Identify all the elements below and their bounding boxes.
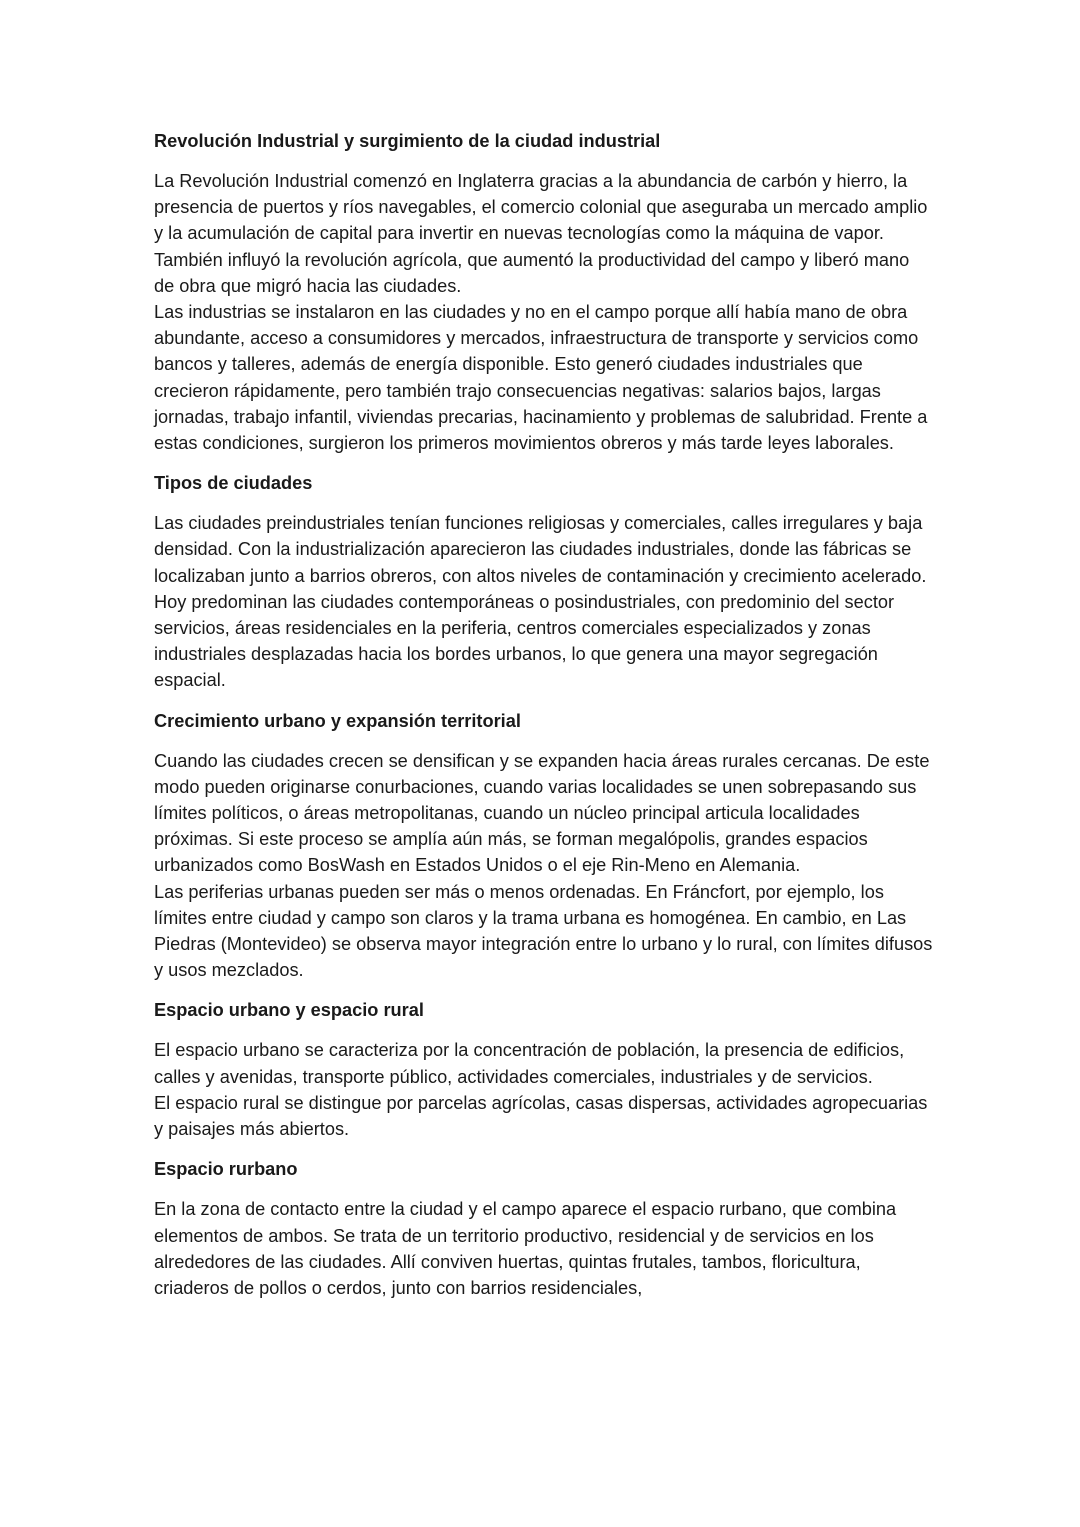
section-revolucion-industrial: [154, 128, 934, 456]
paragraph: Las ciudades preindustriales tenían funciones religiosas y comerciales, calles irregulares y baja densidad. Con la industrialización aparecieron las ciudades industriales, donde las fábricas se localizaban junto a barrios obreros, con altos niveles de contaminación y crecimiento acelerado. Hoy predominan las ciudades contemporáneas o posindustriales, con predominio del sector servicios, áreas residenciales en la periferia, centros comerciales especializados y zonas industriales desplazadas hacia los bordes urbanos, lo que genera una mayor segregación espacial.: [154, 513, 927, 691]
section-crecimiento-urbano: [154, 708, 934, 984]
section-espacio-urbano-rural: [154, 997, 934, 1142]
section-heading: Revolución Industrial y surgimiento de la ciudad industrial: [154, 131, 661, 151]
section-heading: Espacio urbano y espacio rural: [154, 1000, 424, 1021]
paragraph: En la zona de contacto entre la ciudad y el campo aparece el espacio rurbano, que combina elementos de ambos. Se trata de un territorio productivo, residencial y de servicios en los alrededores de las ciudades. Allí conviven huertas, quintas frutales, tambos, floricultura, criaderos de pollos o cerdos, junto con barrios residenciales,: [154, 1199, 897, 1298]
paragraph: El espacio rural se distingue por parcelas agrícolas, casas dispersas, actividades agropecuarias y paisajes más abiertos.: [154, 1092, 928, 1140]
paragraph: Las industrias se instalaron en las ciudades y no en el campo porque allí había mano de obra abundante, acceso a consumidores y mercados, infraestructura de transporte y servicios como bancos y talleres, además de energía disponible. Esto generó ciudades industriales que crecieron rápidamente, pero también trajo consecuencias negativas: salarios bajos, largas jornadas, trabajo infantil, viviendas precarias, hacinamiento y problemas de salubridad. Frente a estas condiciones, surgieron los primeros movimientos obreros y más tarde leyes laborales.: [154, 302, 928, 454]
section-espacio-rurbano: [154, 1156, 934, 1301]
section-tipos-de-ciudades: [154, 470, 934, 693]
section-heading: Tipos de ciudades: [154, 473, 313, 494]
paragraph: Las periferias urbanas pueden ser más o menos ordenadas. En Fráncfort, por ejemplo, los límites entre ciudad y campo son claros y la trama urbana es homogénea. En cambio, en Las Piedras (Montevideo) se observa mayor integración entre lo urbano y lo rural, con límites difusos y usos mezclados.: [154, 881, 933, 981]
document-page: [154, 128, 934, 1301]
paragraph: El espacio urbano se caracteriza por la concentración de población, la presencia de edificios, calles y avenidas, transporte público, actividades comerciales, industriales y de servicios.: [154, 1040, 905, 1087]
section-heading: Crecimiento urbano y expansión territorial: [154, 710, 521, 731]
paragraph: Cuando las ciudades crecen se densifican y se expanden hacia áreas rurales cercanas. De este modo pueden originarse conurbaciones, cuando varias localidades se unen sobrepasando sus límites políticos, o áreas metropolitanas, cuando un núcleo principal articula localidades próximas. Si este proceso se amplía aún más, se forman megalópolis, grandes espacios urbanizados como BosWash en Estados Unidos o el eje Rin-Meno en Alemania.: [154, 750, 930, 876]
section-heading: Espacio rurbano: [154, 1159, 298, 1180]
paragraph: La Revolución Industrial comenzó en Inglaterra gracias a la abundancia de carbón y hierro, la presencia de puertos y ríos navegables, el comercio colonial que aseguraba un mercado amplio y la acumulación de capital para invertir en nuevas tecnologías como la máquina de vapor. También influyó la revolución agrícola, que aumentó la productividad del campo y liberó mano de obra que migró hacia las ciudades.: [154, 171, 928, 296]
